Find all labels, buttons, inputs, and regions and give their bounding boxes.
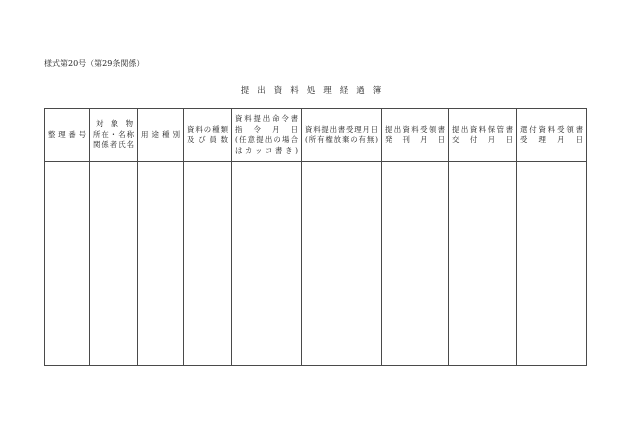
header-line: 所在・名称 <box>93 129 134 139</box>
form-number: 様式第20号（第29条関係） <box>44 59 145 68</box>
header-line: 資料の種類 <box>187 124 228 134</box>
entry-cell-submission-receipt-date[interactable] <box>302 162 382 366</box>
header-line: はカッコ書き) <box>235 145 298 155</box>
ledger-table <box>44 108 587 366</box>
header-submission-receipt-date <box>302 109 382 162</box>
entry-row <box>45 162 587 366</box>
entry-cell-serial-number[interactable] <box>45 162 90 366</box>
header-return-receipt-date <box>517 109 587 162</box>
entry-cell-receipt-issue-date[interactable] <box>382 162 449 366</box>
header-line: 資料提出命令書 <box>235 114 298 123</box>
header-line: 指 令 月 日 <box>235 124 298 134</box>
header-line: 整理番号 <box>48 129 86 139</box>
form-title: 提出資料処理経過簿 <box>240 86 390 96</box>
header-line: (所有権放棄の有無) <box>305 135 378 144</box>
entry-cell-return-receipt-date[interactable] <box>517 162 587 366</box>
header-receipt-issue-date <box>382 109 449 162</box>
header-line: 還付資料受領書 <box>520 124 583 134</box>
entry-cell-usage-type[interactable] <box>138 162 184 366</box>
header-line: 関係者氏名 <box>93 140 134 150</box>
header-line: 用途種別 <box>141 129 180 139</box>
header-line: 交 付 月 日 <box>452 135 513 144</box>
header-custody-issue-date <box>449 109 517 162</box>
header-line: 対 象 物 <box>96 119 133 129</box>
header-subject-location-name <box>90 109 138 162</box>
header-serial-number <box>45 109 90 162</box>
header-submission-order-date <box>232 109 302 162</box>
header-line: 資料提出書受理月日 <box>305 124 378 134</box>
entry-cell-custody-issue-date[interactable] <box>449 162 517 366</box>
header-line: (任意提出の場合 <box>235 135 298 144</box>
header-line: 提出資料保管書 <box>452 124 513 134</box>
entry-cell-subject-location-name[interactable] <box>90 162 138 366</box>
header-row <box>45 109 587 162</box>
header-line: 及び員数 <box>187 135 228 144</box>
header-line: 発 刊 月 日 <box>385 135 445 144</box>
header-material-type-count <box>184 109 232 162</box>
entry-cell-submission-order-date[interactable] <box>232 162 302 366</box>
header-usage-type <box>138 109 184 162</box>
header-line: 受 理 月 日 <box>520 135 583 144</box>
entry-cell-material-type-count[interactable] <box>184 162 232 366</box>
header-line: 提出資料受領書 <box>385 124 445 134</box>
